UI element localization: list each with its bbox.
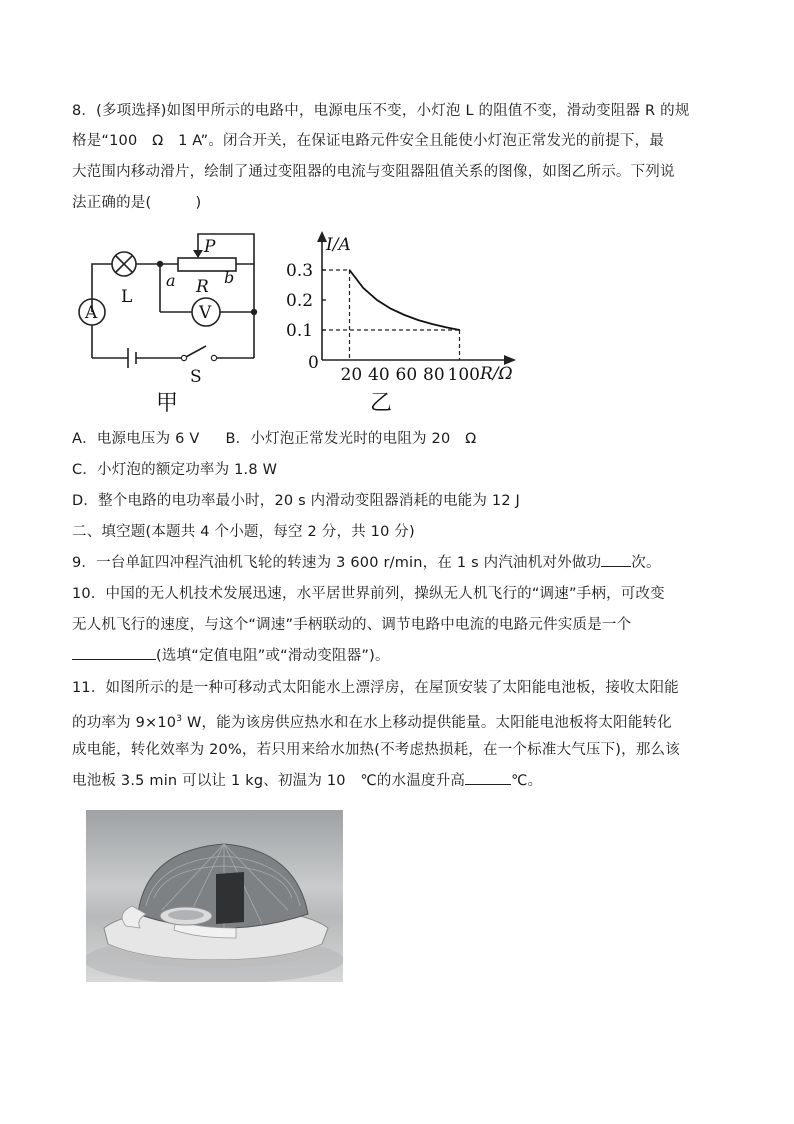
- option-d: D．整个电路的电功率最小时，20 s 内滑动变阻器消耗的电能为 12 J: [72, 493, 521, 509]
- label-L: L: [121, 287, 133, 307]
- q9: [72, 552, 732, 574]
- x-tick-label: 40: [368, 365, 390, 385]
- option-c: C．小灯泡的额定功率为 1.8 W: [72, 462, 278, 478]
- data-point: [418, 320, 419, 321]
- series-line-i-r: [350, 270, 460, 330]
- q8-line-2: 格是“100 Ω 1 A”。闭合开关，在保证电路元件安全且能使小灯泡正常发光的前提下，最: [72, 133, 665, 149]
- data-point: [431, 323, 432, 324]
- q8-options-ab: [72, 428, 732, 450]
- q11-line-1: 11．如图所示的是一种可移动式太阳能水上漂浮房，在屋顶安装了太阳能电池板，接收太阳能: [72, 680, 679, 696]
- x-axis-label: R/Ω: [480, 364, 513, 384]
- data-point: [445, 327, 446, 328]
- q11-line-3: 成电能，转化效率为 20%，若只用来给水加热(不考虑热损耗，在一个标准大气压下)，那么该: [72, 742, 680, 758]
- floating-house-photo: [86, 810, 343, 982]
- x-tick-label: 80: [423, 365, 445, 385]
- q11-line-2b: W，能为该房供应热水和在水上移动提供能量。太阳能电池板将太阳能转化: [182, 714, 672, 731]
- data-point: [376, 299, 377, 300]
- x-tick-label: 20: [340, 365, 363, 385]
- y-tick-label: 0.3: [286, 261, 314, 281]
- q10-line-2: 无人机飞行的速度，与这个“调速”手柄联动的、调节电路中电流的电路元件实质是一个: [72, 617, 632, 633]
- q10-line-1: 10．中国的无人机技术发展迅速，水平居世界前列，操纵无人机飞行的“调速”手柄，可改变: [72, 586, 665, 602]
- q9-text: 9．一台单缸四冲程汽油机飞轮的转速为 3 600 r/min，在 1 s 内汽油机对外做功: [72, 555, 602, 571]
- data-point: [363, 287, 364, 288]
- y-tick-label: 0.1: [286, 321, 314, 341]
- q10-line-3-text: (选填“定值电阻”或“滑动变阻器”)。: [156, 648, 390, 664]
- q11-line-2: [72, 708, 732, 734]
- section-2-title: 二、填空题(本题共 4 个小题，每空 2 分，共 10 分): [72, 524, 415, 540]
- option-b: B．小灯泡正常发光时的电阻为 20 Ω: [225, 431, 477, 447]
- x-tick-label: 100: [447, 365, 480, 385]
- q9-tail: 次。: [631, 555, 661, 571]
- label-V: V: [199, 303, 212, 323]
- caption-jia: 甲: [156, 391, 179, 416]
- y-axis-label: I/A: [326, 235, 351, 255]
- label-R: R: [196, 277, 209, 297]
- q11-line-4-tail: ℃。: [511, 773, 543, 789]
- q10-blank[interactable]: [72, 645, 156, 660]
- label-P: P: [204, 237, 216, 257]
- q11-line-4: [72, 770, 732, 792]
- x-tick-label: 60: [395, 365, 418, 385]
- label-A: A: [85, 303, 98, 323]
- q11-line-4-text: 电池板 3.5 min 可以让 1 kg、初温为 10 ℃的水温度升高: [72, 773, 466, 789]
- circuit-diagram: [72, 228, 272, 418]
- data-point: [404, 314, 405, 315]
- q8-line-3: 大范围内移动滑片，绘制了通过变阻器的电流与变阻器阻值关系的图像，如图乙所示。下列说: [72, 164, 675, 180]
- caption-yi: 乙: [370, 391, 393, 416]
- q8-line-1: 8．(多项选择)如图甲所示的电路中，电源电压不变，小灯泡 L 的阻值不变，滑动变阻器 R 的规: [72, 103, 690, 119]
- data-point: [390, 308, 391, 309]
- q10-line-3: [72, 645, 732, 667]
- label-S: S: [190, 367, 202, 387]
- label-a: a: [166, 271, 176, 290]
- y-tick-label: 0.2: [286, 291, 314, 311]
- label-b: b: [224, 268, 235, 287]
- data-point: [459, 329, 460, 330]
- q8-line-4: 法正确的是( ): [72, 195, 202, 211]
- q11-line-2-sup: 3: [176, 714, 183, 724]
- data-point: [349, 269, 350, 270]
- q9-blank[interactable]: [601, 552, 631, 567]
- graph-i-r: [272, 228, 532, 418]
- origin-label: 0: [308, 353, 319, 373]
- q11-blank[interactable]: [465, 770, 511, 785]
- option-a: A．电源电压为 6 V: [72, 431, 200, 447]
- q11-line-2a: 的功率为 9×10: [72, 714, 177, 731]
- floating-house-illustration: [86, 810, 343, 982]
